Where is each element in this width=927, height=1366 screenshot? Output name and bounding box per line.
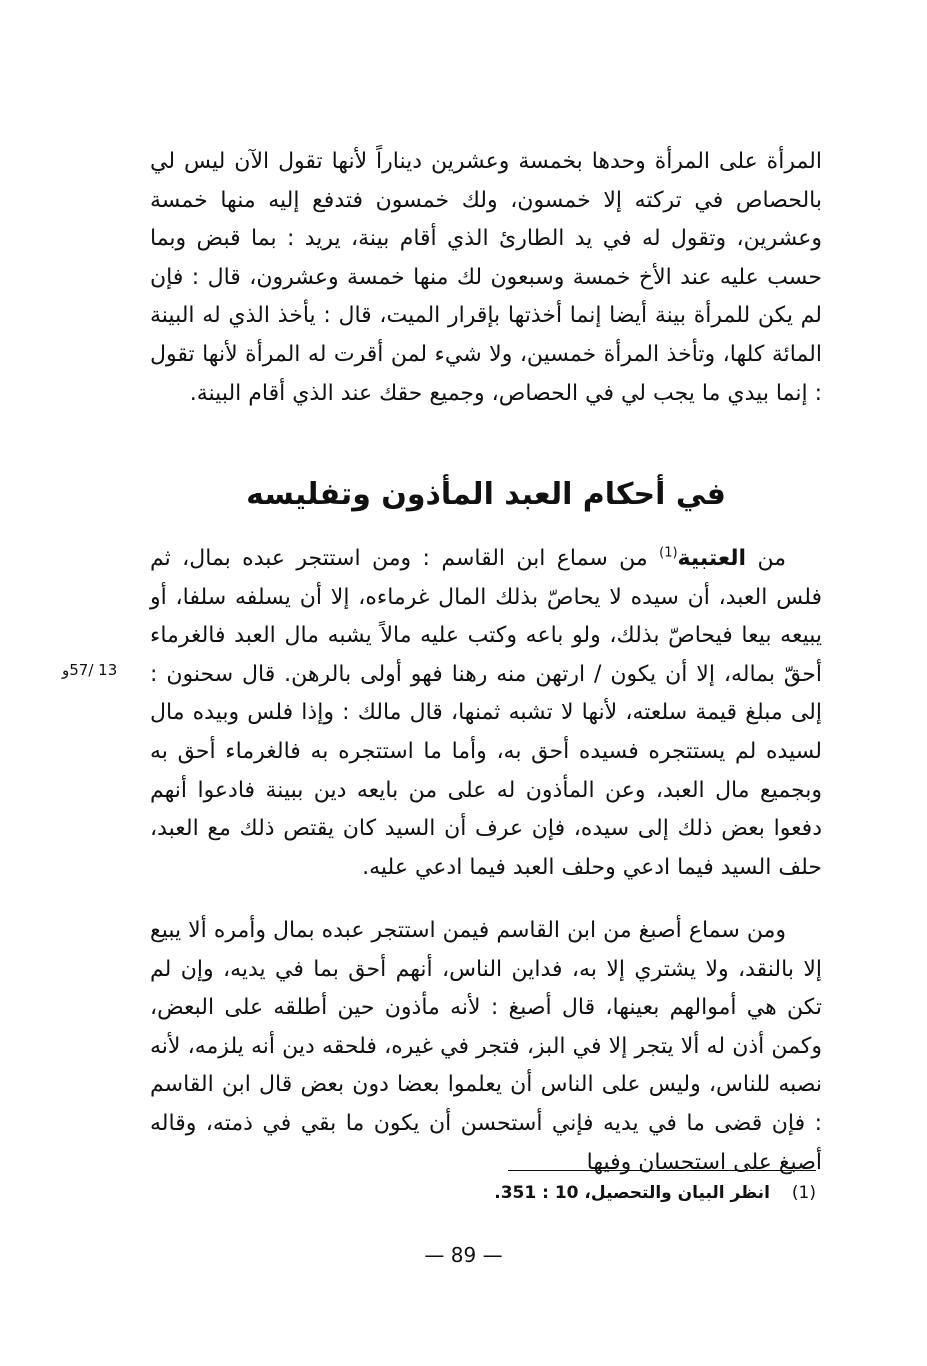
paragraph-text <box>150 540 822 887</box>
footnote <box>470 1180 816 1206</box>
margin-folio-note: 13 /57و <box>62 661 118 679</box>
source-title: العتبية <box>677 546 747 571</box>
paragraph-text: المرأة على المرأة وحدها بخمسة وعشرين ديناراً لأنها تقول الآن ليس لي بالحصاص في تركته إلا خمسون، ولك خمسون فتدفع إليه منها خمسة وعشرين، وتقول له في يد الطارئ الذي أقام بينة، يريد : بما قبض وبما حسب عليه عند الأخ خمسة وسبعون لك منها خمسة وعشرون، قال : فإن لم يكن للمرأة بينة أيضا إنما أخذتها بإقرار الميت، قال : يأخذ الذي له البينة المائة كلها، وتأخذ المرأة خمسين، ولا شيء لمن أقرت له المرأة لأنها تقول : إنما بيدي ما يجب لي في الحصاص، وجميع حقك عند الذي أقام البينة. <box>150 149 822 406</box>
paragraph-utbiyya <box>150 540 822 887</box>
page-number: — 89 — <box>424 1243 503 1267</box>
footnote-divider <box>508 1170 816 1171</box>
paragraph-lead: من <box>746 546 786 571</box>
footnote-text: انظر البيان والتحصيل، 10 : 351. <box>494 1183 770 1203</box>
section-heading: في أحكام العبد المأذون وتفليسه <box>246 477 726 512</box>
paragraph-continuation <box>150 143 822 413</box>
footnote-reference: (1) <box>659 545 678 561</box>
paragraph-text: ومن سماع أصبغ من ابن القاسم فيمن استتجر عبده بمال وأمره ألا يبيع إلا بالنقد، ولا يشتري إلا به، فداين الناس، أنهم أحق بما في يديه، وإن لم تكن هي أموالهم بعينها، قال أصبغ : لأنه مأذون حين أطلقه على البعض، وكمن أذن له ألا يتجر إلا في البز، فتجر في غيره، فلحقه دين أنه يلزمه، لأنه نصبه للناس، وليس على الناس أن يعلموا بعضا دون بعض قال ابن القاسم : فإن قضى ما في يديه فإني أستحسن أن يكون ما بقي في ذمته، وقاله أصبغ على استحسان وفيها <box>150 918 822 1175</box>
footnote-mark: (1) <box>791 1183 816 1203</box>
paragraph-body: من سماع ابن القاسم : ومن استتجر عبده بمال، ثم فلس العبد، أن سيده لا يحاصّ بذلك المال غرماءه، إلا أن يسلفه سلفا، أو يبيعه بيعا فيحاصّ بذلك، ولو باعه وكتب عليه مالاً يشبه مال العبد فالغرماء أحقّ بماله، إلا أن يكون / ارتهن منه رهنا فهو أولى بالرهن. قال سحنون : إلى مبلغ قيمة سلعته، لأنها لا تشبه ثمنها، قال مالك : وإذا فلس وبيده مال لسيده لم يستتجره فسيده أحق به، وأما ما استتجره به فالغرماء أحق به وبجميع مال العبد، وعن المأذون له على من بايعه دين ببينة فادعوا أنهم دفعوا بعض ذلك إلى سيده، فإن عرف أن السيد كان يقتص ذلك مع العبد، حلف السيد فيما ادعي وحلف العبد فيما ادعي عليه. <box>150 546 822 880</box>
paragraph-asbagh <box>150 912 822 1182</box>
